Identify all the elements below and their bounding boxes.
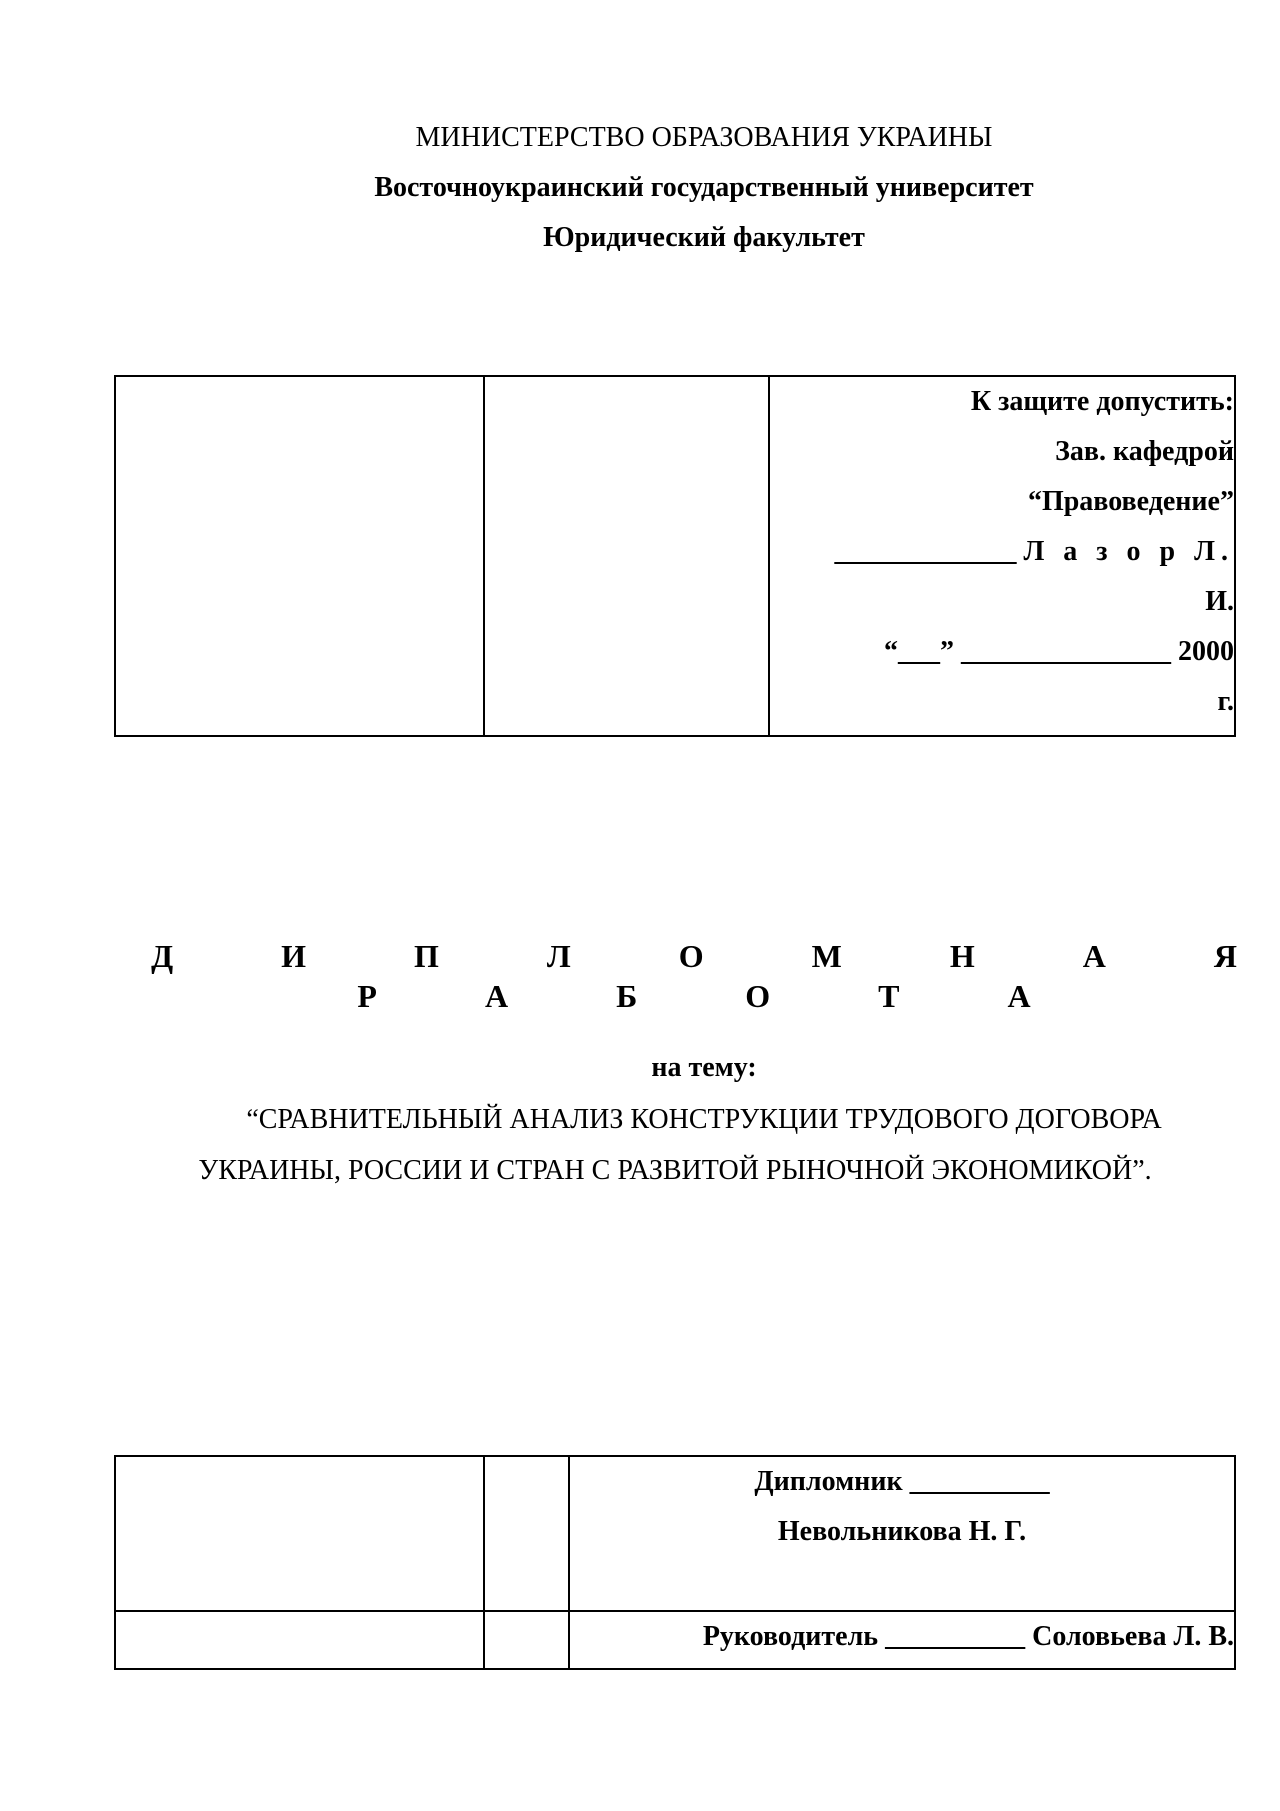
supervisor-block (569, 1611, 1235, 1669)
date-month-blank: _______________ (961, 636, 1171, 667)
ministry-name: МИНИСТЕРСТВО ОБРАЗОВАНИЯ УКРАИНЫ (415, 122, 993, 153)
approval-table (114, 375, 1236, 737)
approval-line-initial: И. (1205, 586, 1234, 617)
university-name: Восточноукраинский государственный университет (374, 172, 1034, 203)
head-name: Л а з о р Л. (1023, 536, 1234, 567)
student-block (569, 1456, 1235, 1611)
approval-table-cell-empty-2 (484, 376, 769, 736)
head-signature-blank: _____________ (834, 536, 1017, 567)
student-signature-blank: __________ (909, 1466, 1050, 1497)
signature-table-cell-empty-1 (115, 1456, 484, 1611)
supervisor-label: Руководитель (702, 1621, 879, 1652)
topic-label: на тему: (651, 1052, 757, 1083)
signature-table-cell-empty-3 (115, 1611, 484, 1669)
approval-line-date (770, 627, 1234, 677)
approval-block (769, 376, 1235, 736)
date-day-blank: “___” (884, 636, 954, 667)
approval-line-year-suffix: г. (1217, 686, 1234, 717)
signature-table-cell-empty-4 (484, 1611, 569, 1669)
approval-line-admit: К защите допустить: (970, 386, 1234, 417)
signature-table-cell-empty-2 (484, 1456, 569, 1611)
student-name: Невольникова Н. Г. (777, 1516, 1027, 1547)
supervisor-signature-blank: __________ (885, 1621, 1026, 1652)
thesis-topic: “СРАВНИТЕЛЬНЫЙ АНАЛИЗ КОНСТРУКЦИИ ТРУДОВОГО ДОГОВОРА УКРАИНЫ, РОССИИ И СТРАН С РАЗВИТОЙ РЫНОЧНОЙ ЭКОНОМИКОЙ”. (198, 1104, 1162, 1186)
faculty-name: Юридический факультет (543, 222, 865, 253)
signature-table (114, 1455, 1236, 1670)
student-signature-line (570, 1457, 1234, 1507)
approval-line-department: “Правоведение” (1027, 486, 1234, 517)
approval-line-head: Зав. кафедрой (1055, 436, 1234, 467)
document-type-word-1: Д И П Л О М Н А Я (151, 938, 1257, 974)
approval-table-cell-empty-1 (115, 376, 484, 736)
date-year: 2000 (1178, 636, 1234, 667)
supervisor-name: Соловьева Л. В. (1032, 1621, 1234, 1652)
document-type-title (0, 936, 1280, 1016)
student-label: Дипломник (754, 1466, 903, 1497)
approval-line-signature (770, 527, 1234, 577)
document-type-word-2: Р А Б О Т А (357, 978, 1051, 1014)
